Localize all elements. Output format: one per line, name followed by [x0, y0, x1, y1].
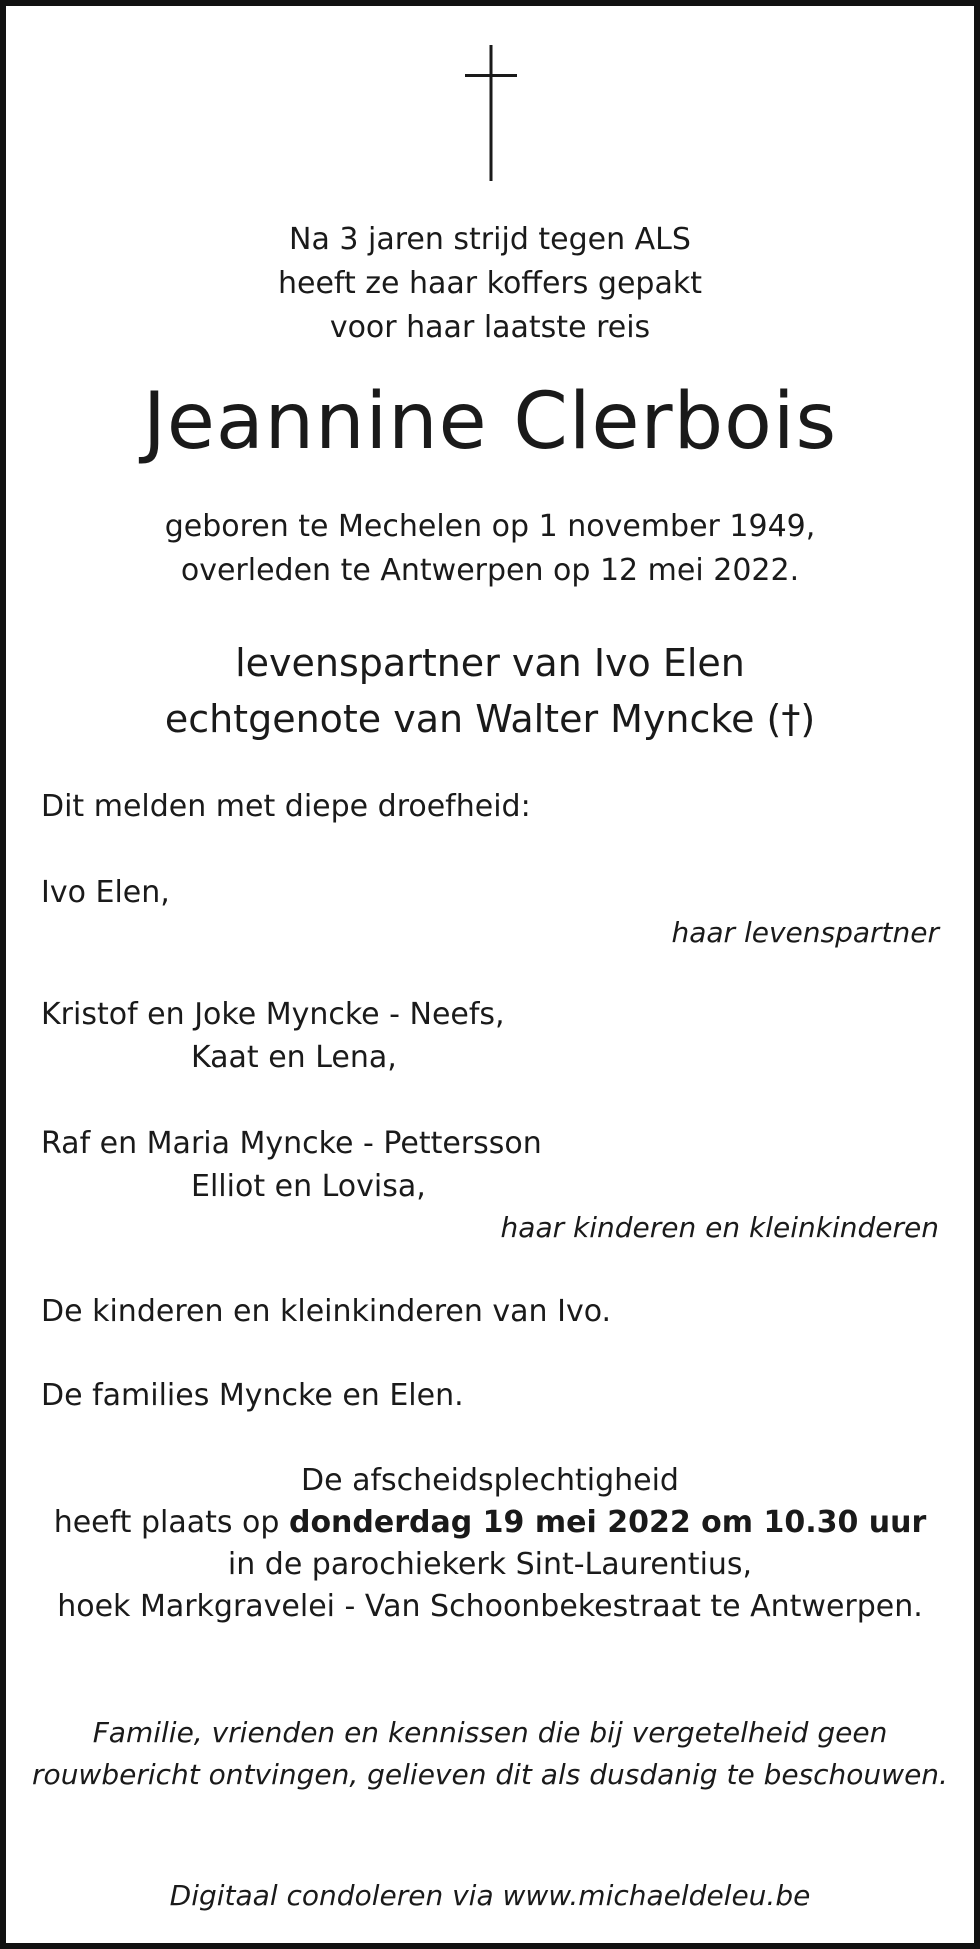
- notice-line: rouwbericht ontvingen, gelieven dit als dusdanig te beschouwen.: [32, 1758, 948, 1791]
- grandchildren-1: Kaat en Lena,: [191, 1040, 397, 1075]
- ceremony-church: in de parochiekerk Sint-Laurentius,: [227, 1547, 753, 1582]
- ceremony-date-prefix: heeft plaats op: [53, 1505, 289, 1540]
- ceremony-address: hoek Markgravelei - Van Schoonbekestraat te Antwerpen.: [57, 1589, 923, 1624]
- mourner-partner: Ivo Elen,: [41, 875, 170, 910]
- role-children: haar kinderen en kleinkinderen: [500, 1211, 939, 1244]
- ceremony-date-line: [0, 1502, 980, 1544]
- birth-line: geboren te Mechelen op 1 november 1949,: [164, 509, 816, 544]
- partner-line: levenspartner van Ivo Elen: [235, 641, 745, 685]
- condolence-link-text: Digitaal condoleren via www.michaeldeleu.be: [169, 1879, 811, 1912]
- intro-line: heeft ze haar koffers gepakt: [278, 266, 702, 301]
- cross-icon: [465, 45, 517, 181]
- intro-line: Na 3 jaren strijd tegen ALS: [289, 222, 691, 257]
- role-partner: haar levenspartner: [671, 916, 939, 949]
- mourner-families: De families Myncke en Elen.: [41, 1378, 464, 1413]
- mourner-family-2: Raf en Maria Myncke - Pettersson: [41, 1126, 542, 1161]
- ceremony-date: donderdag 19 mei 2022 om 10.30 uur: [288, 1505, 927, 1540]
- ceremony-title: De afscheidsplechtigheid: [301, 1463, 679, 1498]
- intro-text: [0, 218, 980, 350]
- death-line: overleden te Antwerpen op 12 mei 2022.: [180, 553, 800, 588]
- mourner-ivo-family: De kinderen en kleinkinderen van Ivo.: [41, 1294, 612, 1329]
- birth-death-dates: [0, 505, 980, 593]
- grandchildren-2: Elliot en Lovisa,: [191, 1169, 426, 1204]
- spouse-line: echtgenote van Walter Myncke (†): [164, 697, 816, 741]
- mourner-family-1: Kristof en Joke Myncke - Neefs,: [41, 997, 505, 1032]
- intro-line: voor haar laatste reis: [329, 310, 651, 345]
- ceremony-info: [0, 1460, 980, 1628]
- forgotten-notice: [0, 1712, 980, 1796]
- announcement-text: Dit melden met diepe droefheid:: [41, 789, 531, 824]
- notice-line: Familie, vrienden en kennissen die bij vergetelheid geen: [92, 1716, 888, 1749]
- partner-info: [0, 635, 980, 747]
- deceased-name: Jeannine Clerbois: [142, 377, 838, 467]
